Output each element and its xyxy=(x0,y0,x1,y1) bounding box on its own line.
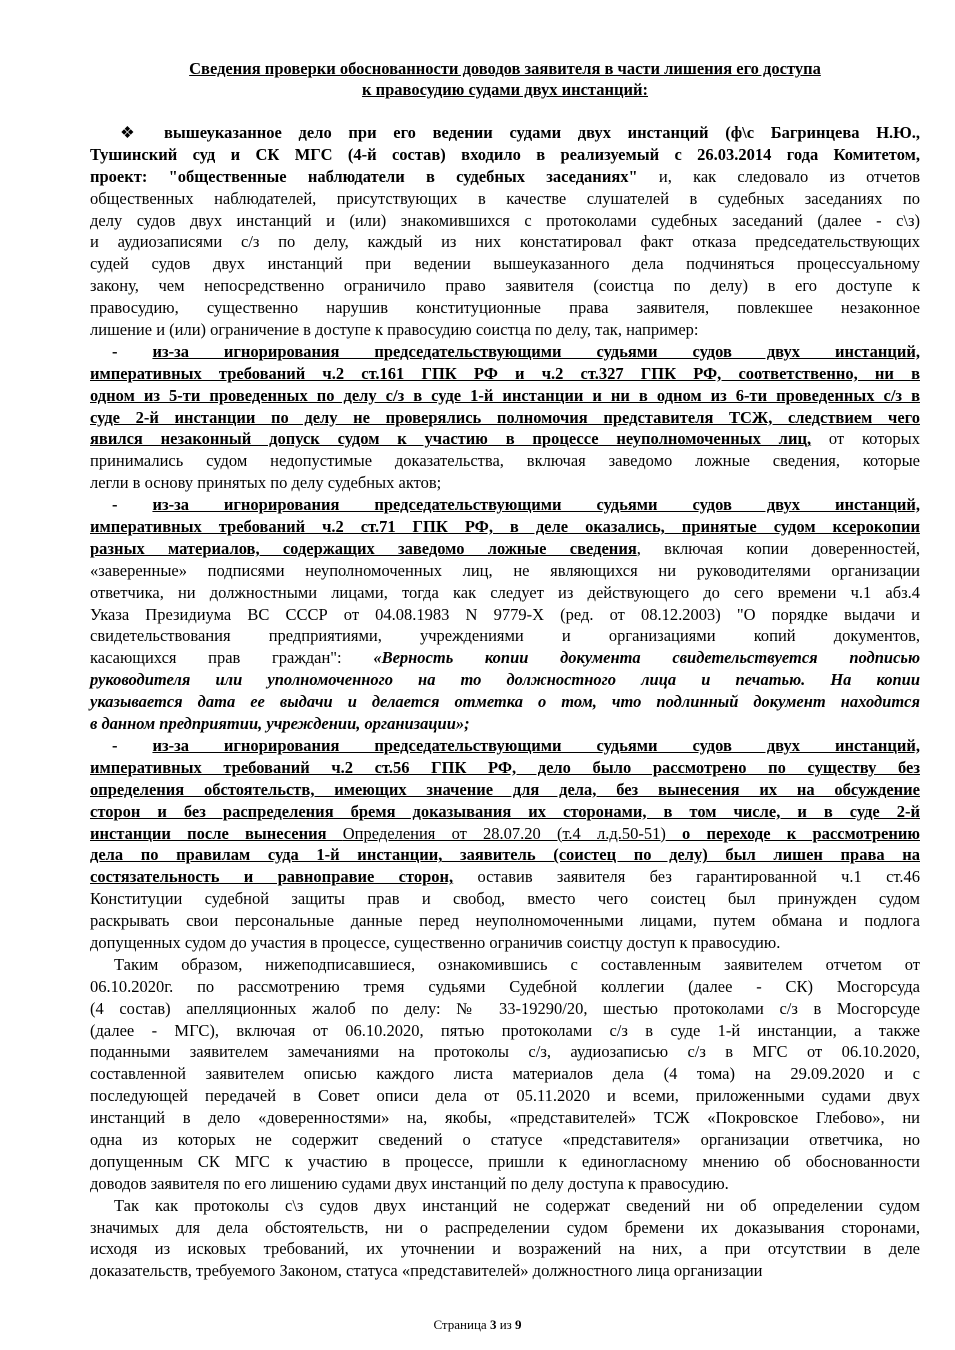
text-line xyxy=(90,341,920,363)
text-line xyxy=(90,319,920,341)
text-line xyxy=(90,560,920,582)
text-line xyxy=(90,998,920,1020)
text-run: доказательств, требуемого Законом, статуса «представителей» должностного лица организации xyxy=(90,1261,763,1281)
text-line xyxy=(90,713,920,735)
text-run: составленной заявителем описью каждого листа материалов дела (4 тома) на 29.09.2020 и с xyxy=(90,1064,920,1084)
text-run: «заверенные» подписями неуполномоченных лиц, не являющихся ни руководителями организации xyxy=(90,560,920,580)
text-line xyxy=(90,1151,920,1173)
text-run: (4 состав) апелляционных жалоб по делу: № 33-19290/20, шестью протоколами с/з в Мосгорсуде xyxy=(90,998,920,1018)
text-run: Определения от 28.07.20 (т.4 л.д.50-51) xyxy=(342,823,666,843)
text-run: дела по правилам суда 1-й инстанции, заявитель (соистец по делу) был лишен права на xyxy=(90,845,920,865)
text-line xyxy=(90,1260,920,1282)
text-run: определения обстоятельств, имеющих значение для дела, без вынесения их на обсуждение xyxy=(90,779,920,799)
footer-prefix: Страница xyxy=(433,1317,490,1332)
text-run: доводов заявителя по его лишению судами двух инстанций по делу доступа к правосудию. xyxy=(90,1173,729,1193)
text-run: и, как следовало из отчетов xyxy=(637,166,920,186)
text-line xyxy=(90,1195,920,1217)
text-run: касающихся прав граждан": xyxy=(90,648,374,668)
text-run: судей судов двух инстанций при ведении вышеуказанного дела подчиняться процессуальному xyxy=(90,254,920,274)
text-line xyxy=(90,1020,920,1042)
text-line xyxy=(90,691,920,713)
text-line xyxy=(90,275,920,297)
text-run: инстанций в дело «доверенностями» на, якобы, «представителей» ТСЖ «Покровское Глебово», ни xyxy=(90,1108,920,1128)
text-run: - xyxy=(112,341,153,361)
text-line xyxy=(90,231,920,253)
text-line xyxy=(90,1107,920,1129)
text-line xyxy=(90,888,920,910)
text-line xyxy=(90,823,920,845)
footer-page-number: 3 xyxy=(489,1317,497,1332)
text-run: императивных требований ч.2 ст.161 ГПК РФ и ч.2 ст.327 ГПК РФ, соответственно, ни в xyxy=(90,363,920,383)
text-run: указывается дата ее выдачи и делается отметка о том, что подлинный документ находится xyxy=(90,692,920,712)
text-line xyxy=(90,1238,920,1260)
text-line xyxy=(90,494,920,516)
text-run: делу судов двух инстанций и (или) знакомившихся с протоколами судебных заседаний (далее - с\з) xyxy=(90,210,920,230)
text-run: правосудию, существенно нарушив конституционные права заявителя, повлекшее незаконное xyxy=(90,298,920,318)
text-run: Тушинский суд и СК МГС (4-й состав) входило в реализуемый с 26.03.2014 года Комитетом, xyxy=(90,144,920,164)
text-line xyxy=(90,1173,920,1195)
text-run: ответчика, ни должностными лицами, тогда как следует из действующего до сего времени ч.1 абз.4 xyxy=(90,582,920,602)
text-line xyxy=(90,363,920,385)
text-line xyxy=(90,210,920,232)
text-line xyxy=(90,428,920,450)
text-run: в данном предприятии, учреждении, организации»; xyxy=(90,714,470,734)
document-title xyxy=(90,58,920,100)
text-run: суде 2-й инстанции по делу не проверялись полномочия представителя ТСЖ, следствием чего xyxy=(90,407,920,427)
text-run: Конституции судебной защиты прав и свобод, вместо чего соистец был принужден судом xyxy=(90,889,920,909)
text-line xyxy=(90,450,920,472)
text-run: общественных наблюдателей, присутствующих в качестве слушателей в судебных заседаниях по xyxy=(90,188,920,208)
text-run: допущенным СК МГС к участию в процессе, пришли к единогласному мнению об обоснованности xyxy=(90,1151,920,1171)
footer-middle: из xyxy=(496,1317,516,1332)
text-run: - xyxy=(112,495,153,515)
text-line xyxy=(90,604,920,626)
title-line: к правосудию судами двух инстанций: xyxy=(361,80,649,99)
text-run: лишение и (или) ограничение в доступе к правосудию соистца по делу, так, например: xyxy=(90,320,699,340)
text-run: оставив заявителя без гарантированной ч.1 ст.46 xyxy=(453,867,921,887)
text-run: последующей передачей в Совет описи дела от 05.11.2020 и всеми, приложенными судами двух xyxy=(90,1086,920,1106)
paragraph-conclusion xyxy=(90,954,920,1195)
text-run: легли в основу принятых по делу судебных актов; xyxy=(90,473,442,493)
text-run: из-за игнорирования председательствующими судьями судов двух инстанций, xyxy=(152,735,920,755)
text-run: поданными заявителем замечаниями на протоколы с/з, аудиозаписью с/з в МГС от 06.10.2020, xyxy=(90,1042,920,1062)
text-run: «Верность копии документа свидетельствуется подписью xyxy=(373,648,920,668)
paragraph-continuation xyxy=(90,1195,920,1283)
text-line xyxy=(90,516,920,538)
text-run: исходя из исковых требований, их уточнении и возражений на них, а при отсутствии в деле xyxy=(90,1239,920,1259)
text-line xyxy=(90,669,920,691)
text-run: императивных требований ч.2 ст.71 ГПК РФ, в деле оказались, принятые судом ксерокопии xyxy=(90,517,920,537)
text-run: значимых для дела обстоятельств, ни о распределении судом бремени их доказывания сторонами, xyxy=(90,1217,920,1237)
text-run: инстанции после вынесения xyxy=(90,823,343,843)
text-line xyxy=(90,976,920,998)
text-line xyxy=(90,625,920,647)
text-run: вышеуказанное дело при его ведении судами двух инстанций (ф\с Багринцева Н.Ю., xyxy=(164,123,920,142)
list-item-2 xyxy=(90,494,920,735)
text-line xyxy=(90,166,920,188)
text-line xyxy=(90,757,920,779)
text-line xyxy=(90,144,920,166)
page-footer xyxy=(0,1317,955,1333)
text-line xyxy=(90,1041,920,1063)
title-line: Сведения проверки обоснованности доводов заявителя в части лишения его доступа xyxy=(189,59,821,78)
text-line xyxy=(90,1217,920,1239)
text-line xyxy=(90,122,920,144)
text-run: руководителя или уполномоченного на то должностного лица и печатью. На копии xyxy=(90,670,920,690)
text-line xyxy=(90,735,920,757)
text-line xyxy=(90,253,920,275)
text-run: - xyxy=(112,735,153,755)
list-item-3 xyxy=(90,735,920,954)
text-run: из-за игнорирования председательствующими судьями судов двух инстанций, xyxy=(152,495,920,515)
text-line xyxy=(90,472,920,494)
text-run: ❖ xyxy=(120,123,165,142)
text-run: (далее - МГС), включая от 06.10.2020, пятью протоколами с/з в суде 1-й инстанции, а также xyxy=(90,1020,920,1040)
text-line xyxy=(90,647,920,669)
text-run: императивных требований ч.2 ст.56 ГПК РФ, дело было рассмотрено по существу без xyxy=(90,757,920,777)
text-run: закону, чем непосредственно ограничило право заявителя (соистца по делу) в его доступе к xyxy=(90,276,920,296)
text-run: состязательность и равноправие сторон, xyxy=(90,867,454,887)
text-line xyxy=(90,582,920,604)
text-line xyxy=(90,779,920,801)
text-run: от которых xyxy=(811,429,920,449)
text-run: и аудиозаписями с/з по делу, каждый из них констатировал факт отказа председательствующих xyxy=(90,232,920,252)
text-run: Указа Президиума ВС СССР от 04.08.1983 N 9779-X (ред. от 08.12.2003) "О порядке выдачи и xyxy=(90,604,920,624)
text-run: допущенных судом до участия в процессе, существенно ограничив соистцу доступ к правосудию. xyxy=(90,932,781,952)
text-line xyxy=(90,866,920,888)
text-line xyxy=(90,954,920,976)
text-line xyxy=(90,538,920,560)
text-line xyxy=(90,297,920,319)
text-run: , включая копии доверенностей, xyxy=(636,538,920,558)
paragraph-intro xyxy=(90,122,920,341)
text-run: разных материалов, содержащих заведомо ложные сведения xyxy=(90,538,637,558)
list-item-1 xyxy=(90,341,920,494)
document-body xyxy=(90,122,920,1282)
text-run: свидетельствования предприятиями, учреждениями и организациями копий документов, xyxy=(90,626,920,646)
text-line xyxy=(90,407,920,429)
text-run: одна из которых не содержит сведений о статусе «представителя» организации ответчика, но xyxy=(90,1129,920,1149)
text-line xyxy=(90,1085,920,1107)
footer-total-pages: 9 xyxy=(515,1317,522,1332)
text-run: Так как протоколы с\з судов двух инстанций не содержат сведений ни об определении судом xyxy=(114,1195,920,1215)
text-run: 06.10.2020г. по рассмотрению тремя судьями Судебной коллегии (далее - СК) Мосгорсуда xyxy=(90,976,920,996)
text-run: раскрывать свои персональные данные перед неуполномоченными лицами, путем обмана и подлога xyxy=(90,911,920,931)
text-line xyxy=(90,801,920,823)
text-run: проект: "общественные наблюдатели в судебных заседаниях" xyxy=(90,166,638,186)
text-run: принимались судом недопустимые доказательства, включая заведомо ложные сведения, которые xyxy=(90,451,920,471)
text-line xyxy=(90,188,920,210)
text-line xyxy=(90,844,920,866)
text-run: одном из 5-ти проведенных по делу с/з в суде 1-й инстанции и ни в одном из 6-ти проведенных с/з в xyxy=(90,385,920,405)
text-line xyxy=(90,1129,920,1151)
text-line xyxy=(90,910,920,932)
text-line xyxy=(90,1063,920,1085)
text-run: сторон и без распределения бремя доказывания их сторонами, в том числе, и в суде 2-й xyxy=(90,801,920,821)
text-run: Таким образом, нижеподписавшиеся, ознакомившись с составленным заявителем отчетом от xyxy=(114,954,920,974)
text-line xyxy=(90,932,920,954)
text-line xyxy=(90,385,920,407)
text-run: из-за игнорирования председательствующими судьями судов двух инстанций, xyxy=(152,341,920,361)
text-run: явился незаконный допуск судом к участию в процессе неуполномоченных лиц, xyxy=(90,429,812,449)
text-run: о переходе к рассмотрению xyxy=(665,823,920,843)
